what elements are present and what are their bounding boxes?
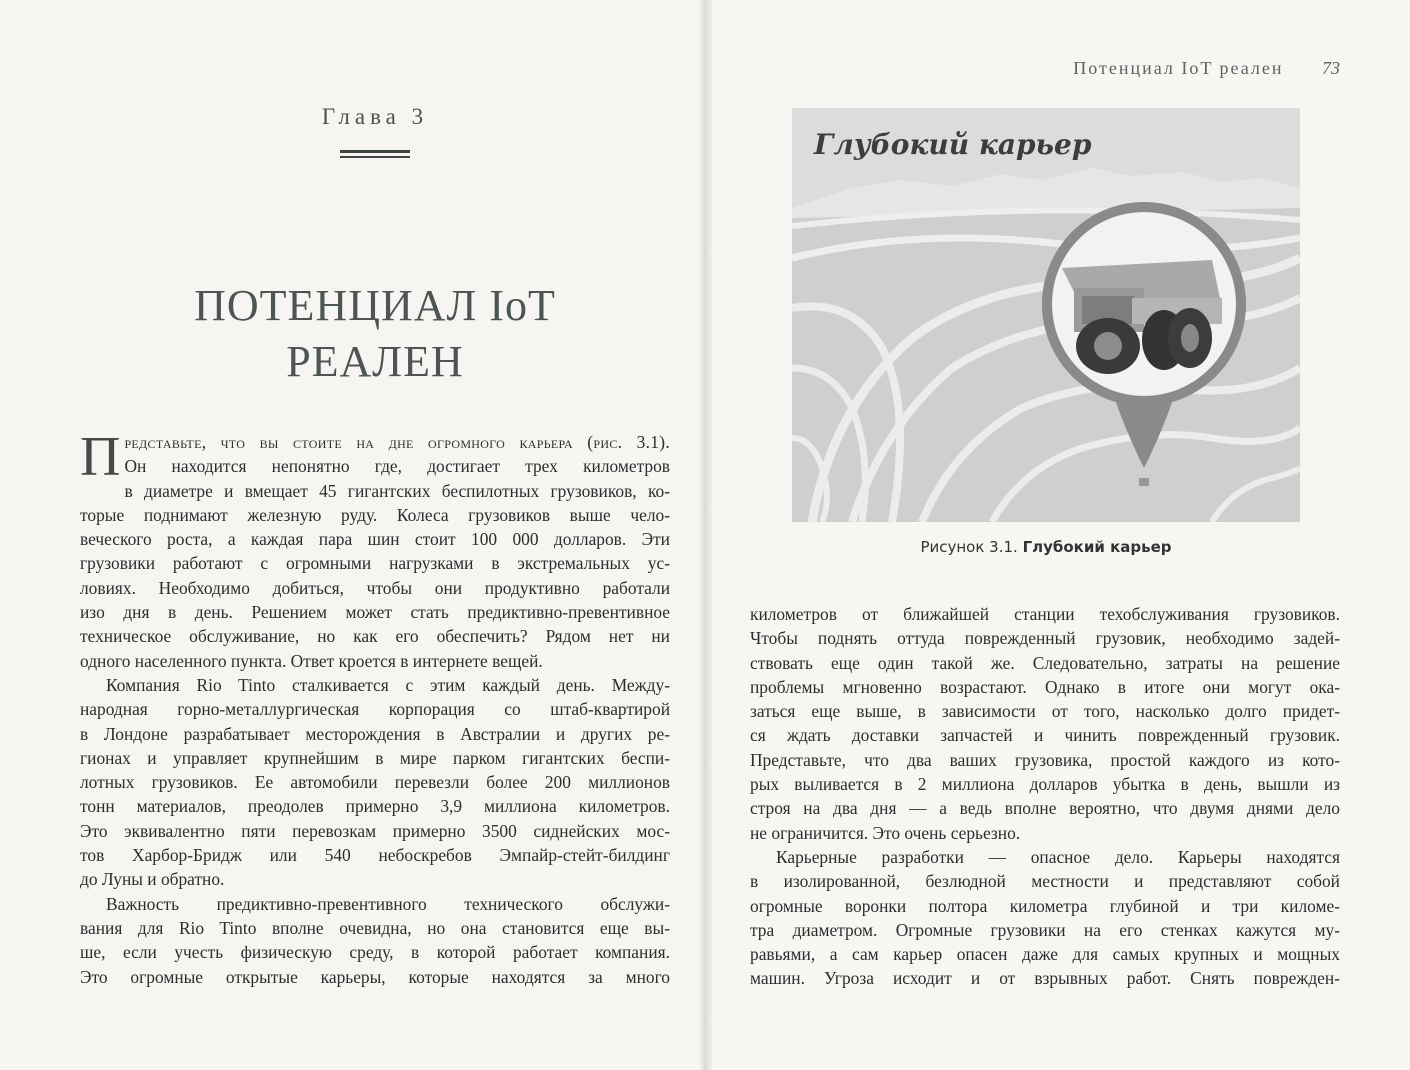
- book-spine: [700, 0, 712, 1070]
- caption-title: Глубокий карьер: [1022, 538, 1172, 556]
- lead-in-line: редставьте, что вы стоите на дне огромного карьера (рис. 3.1).: [124, 432, 670, 452]
- text-line: Это эквивалентно пяти перевозкам примерно 3500 сиднейских мос-: [80, 820, 670, 841]
- text-line: грузовики работают с огромными нагрузками в экстремальных ус-: [80, 553, 670, 574]
- text-line: лотных грузовиков. Ее автомобили перевезли более 200 миллионов: [80, 772, 670, 793]
- text-line: ловиях. Необходимо добиться, чтобы они продуктивно работали: [80, 577, 670, 598]
- text-line: Компания Rio Tinto сталкивается с этим каждый день. Между-: [106, 674, 670, 695]
- text-line: Важность предиктивно-превентивного технического обслужи-: [106, 893, 670, 914]
- text-line: вания для Rio Tinto вполне очевидна, но она становится еще вы-: [80, 917, 670, 938]
- text-line: Представьте, что два ваших грузовика, простой каждого из кото-: [750, 749, 1340, 770]
- text-line: веческого роста, а каждая пара шин стоит 100 000 долларов. Эти: [80, 529, 670, 550]
- page-number: 73: [1322, 58, 1340, 78]
- caption-prefix: Рисунок 3.1.: [920, 538, 1018, 556]
- text-line: до Луны и обратно.: [80, 869, 225, 890]
- text-line: машин. Угроза исходит и от взрывных работ. Снять поврежден-: [750, 968, 1340, 989]
- text-line: проблемы мгновенно возрастают. Однако в итоге они могут ока-: [750, 676, 1340, 697]
- text-line: изо дня в день. Решением может стать предиктивно-превентивное: [80, 602, 670, 623]
- text-line: ше, если учесть физическую среду, в которой работает компания.: [80, 942, 670, 963]
- text-line: тов Харбор-Бридж или 540 небоскребов Эмпайр-стейт-билдинг: [80, 845, 670, 866]
- text-line: ствовать еще один такой же. Следовательно, затраты на решение: [750, 652, 1340, 673]
- text-line: тра диаметром. Огромные грузовики на его стенках кажутся му-: [750, 919, 1340, 940]
- chapter-rule-divider: [340, 150, 410, 158]
- text-line: в Лондоне разрабатывает месторождения в Австралии и других ре-: [80, 723, 670, 744]
- text-line: в диаметре и вмещает 45 гигантских беспилотных грузовиков, ко-: [124, 480, 670, 501]
- text-line: Он находится непонятно где, достигает трех километров: [124, 456, 670, 477]
- right-body-text: [750, 602, 1340, 991]
- text-line: равьями, а сам карьер опасен даже для самых крупных и мощных: [750, 944, 1340, 965]
- drop-cap: П: [80, 426, 121, 488]
- text-line: Это огромные открытые карьеры, которые находятся за много: [80, 966, 670, 987]
- running-head-title: Потенциал IoT реален: [1073, 58, 1284, 78]
- text-line: техническое обслуживание, но как его обеспечить? Рядом нет ни: [80, 626, 670, 647]
- chapter-title-line-2: РЕАЛЕН: [286, 337, 464, 386]
- text-line: рых выливается в 2 миллиона долларов убытка в день, вышли из: [750, 774, 1340, 795]
- text-line: ся ждать доставки запчастей и чинить поврежденный грузовик.: [750, 725, 1340, 746]
- text-line: одного населенного пункта. Ответ кроется в интернете вещей.: [80, 650, 543, 671]
- figure-caption: [792, 538, 1300, 556]
- chapter-label: Глава 3: [321, 104, 429, 129]
- figure-title: Глубокий карьер: [814, 128, 1092, 161]
- text-line: строя на два дня — а ведь вполне вероятно, что двумя днями дело: [750, 798, 1340, 819]
- text-line: народная горно-металлургическая корпорация со штаб-квартирой: [80, 699, 670, 720]
- text-line: в изолированной, безлюдной местности и представляют собой: [750, 871, 1340, 892]
- text-line: Карьерные разработки — опасное дело. Карьеры находятся: [776, 846, 1340, 867]
- left-body-text: [80, 426, 670, 989]
- chapter-title: [80, 278, 670, 390]
- text-line: заться еще выше, в зависимости от того, насколько долго придет-: [750, 701, 1340, 722]
- text-line: торые поднимают железную руду. Колеса грузовиков выше чело-: [80, 504, 670, 525]
- text-line: километров от ближайшей станции техобслуживания грузовиков.: [750, 604, 1340, 624]
- mine-truck-illustration: [792, 108, 1300, 522]
- text-line: не ограничится. Это очень серьезно.: [750, 822, 1021, 843]
- figure-illustration: [792, 108, 1300, 522]
- running-head: [1070, 58, 1340, 79]
- text-line: тонн материалов, преодолев примерно 3,9 миллиона километров.: [80, 796, 670, 817]
- text-line: Чтобы поднять оттуда поврежденный грузовик, необходимо задей-: [750, 628, 1340, 649]
- text-line: огромные воронки полтора километра глубиной и три киломе-: [750, 895, 1340, 916]
- text-line: гионах и управляет крупнейшим в мире парком гигантских беспи-: [80, 747, 670, 768]
- chapter-title-line-1: ПОТЕНЦИАЛ IoT: [194, 281, 556, 330]
